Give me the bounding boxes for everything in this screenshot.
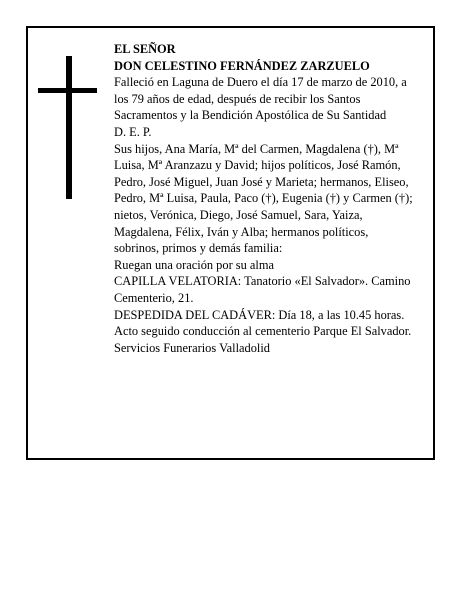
funeral-services-line: Servicios Funerarios Valladolid <box>114 340 271 355</box>
obituary-notice <box>26 26 435 460</box>
deceased-name: DON CELESTINO FERNÁNDEZ ZARZUELO <box>114 58 370 73</box>
death-paragraph: Falleció en Laguna de Duero el día 17 de marzo de 2010, a los 79 años de edad, después de recibir los Santos Sacramentos y la Bendición Apostólica de Su Santidad <box>114 75 407 123</box>
chapel-paragraph: CAPILLA VELATORIA: Tanatorio «El Salvador». Camino Cementerio, 21. <box>114 274 411 305</box>
prayer-line: Ruegan una oración por su alma <box>114 257 274 272</box>
cross-vertical-bar <box>66 56 72 199</box>
dep-line: D. E. P. <box>114 124 152 139</box>
cross-horizontal-bar <box>38 88 97 93</box>
notice-title: EL SEÑOR <box>114 42 176 56</box>
farewell-paragraph: DESPEDIDA DEL CADÁVER: Día 18, a las 10.45 horas. Acto seguido conducción al cementerio Parque El Salvador. <box>114 307 412 339</box>
family-paragraph: Sus hijos, Ana María, Mª del Carmen, Magdalena (†), Mª Luisa, Mª Aranzazu y David; hijos políticos, José Ramón, Pedro, José Miguel, Juan José y Marieta; hermanos, Eliseo, Pedro, Mª Luisa, Paula, Paco (†), Eugenia (†) y Carmen (†); nietos, Verónica, Diego, José Samuel, Sara, Yaiza, Magdalena, Félix, Iván y Alba; hermanos políticos, sobrinos, primos y demás familia: <box>114 141 413 256</box>
notice-text <box>114 41 414 356</box>
